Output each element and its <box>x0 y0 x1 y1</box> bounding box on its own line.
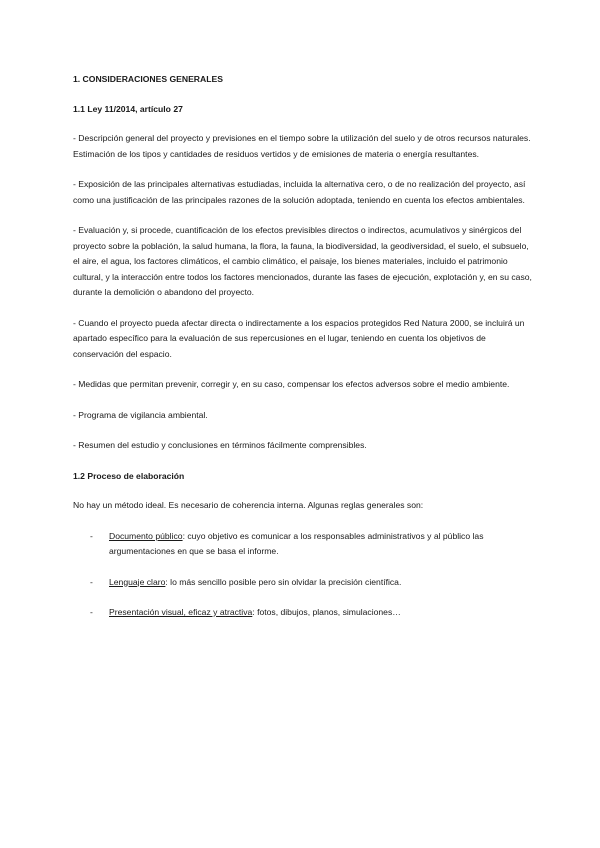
list-dash: - <box>90 530 93 541</box>
list-item <box>73 605 536 621</box>
rules-list <box>73 529 536 621</box>
paragraph-red-natura: - Cuando el proyecto pueda afectar directa o indirectamente a los espacios protegidos Red Natura 2000, se incluirá un apartado específico para la evaluación de sus repercusiones en el lugar, teniendo en cuenta los objetivos de conservación del espacio. <box>73 317 525 359</box>
paragraph-intro: No hay un método ideal. Es necesario de coherencia interna. Algunas reglas generales son: <box>73 500 424 510</box>
paragraph-evaluation: - Evaluación y, si procede, cuantificación de los efectos previsibles directos o indirectos, acumulativos y sinérgicos del proyecto sobre la población, la salud humana, la flora, la fauna, la biodiversidad, la geodiversidad, el suelo, el subsuelo, el aire, el agua, los factores climáticos, el cambio climático, el paisaje, los bienes materiales, incluido el patrimonio cultural, y la interacción entre todos los factores mencionados, durante las fases de ejecución, explotación y, en su caso, durante la demolición o abandono del proyecto. <box>73 225 532 297</box>
list-dash: - <box>90 607 93 617</box>
list-item <box>73 575 536 591</box>
paragraph-description: - Descripción general del proyecto y previsiones en el tiempo sobre la utilización del suelo y de otros recursos naturales. Estimación de los tipos y cantidades de residuos vertidos y de emisiones de materia o energía resultantes. <box>73 133 531 159</box>
subsection-heading-1-2: 1.2 Proceso de elaboración <box>73 470 185 481</box>
list-item-term: Lenguaje claro <box>109 576 166 587</box>
list-item-term: Documento público <box>109 530 183 541</box>
list-dash: - <box>90 576 93 587</box>
list-item-term: Presentación visual, eficaz y atractiva <box>109 607 253 617</box>
paragraph-summary: - Resumen del estudio y conclusiones en términos fácilmente comprensibles. <box>73 440 367 450</box>
paragraph-alternatives: - Exposición de las principales alternativas estudiadas, incluida la alternativa cero, o de no realización del proyecto, así como una justificación de las principales razones de la solución adoptada, teniendo en cuenta los efectos ambientales. <box>73 179 526 205</box>
list-item <box>73 529 536 560</box>
list-item-text: : lo más sencillo posible pero sin olvidar la precisión científica. <box>165 576 402 587</box>
list-item-text: : fotos, dibujos, planos, simulaciones… <box>252 607 401 617</box>
list-item-text: : cuyo objetivo es comunicar a los responsables administrativos y al público las argumentaciones en que se basa el informe. <box>109 530 484 556</box>
paragraph-monitoring: - Programa de vigilancia ambiental. <box>73 409 208 420</box>
subsection-heading-1-1: 1.1 Ley 11/2014, artículo 27 <box>73 103 183 114</box>
paragraph-measures: - Medidas que permitan prevenir, corregir y, en su caso, compensar los efectos adversos sobre el medio ambiente. <box>73 379 510 389</box>
section-heading: 1. CONSIDERACIONES GENERALES <box>73 74 223 84</box>
